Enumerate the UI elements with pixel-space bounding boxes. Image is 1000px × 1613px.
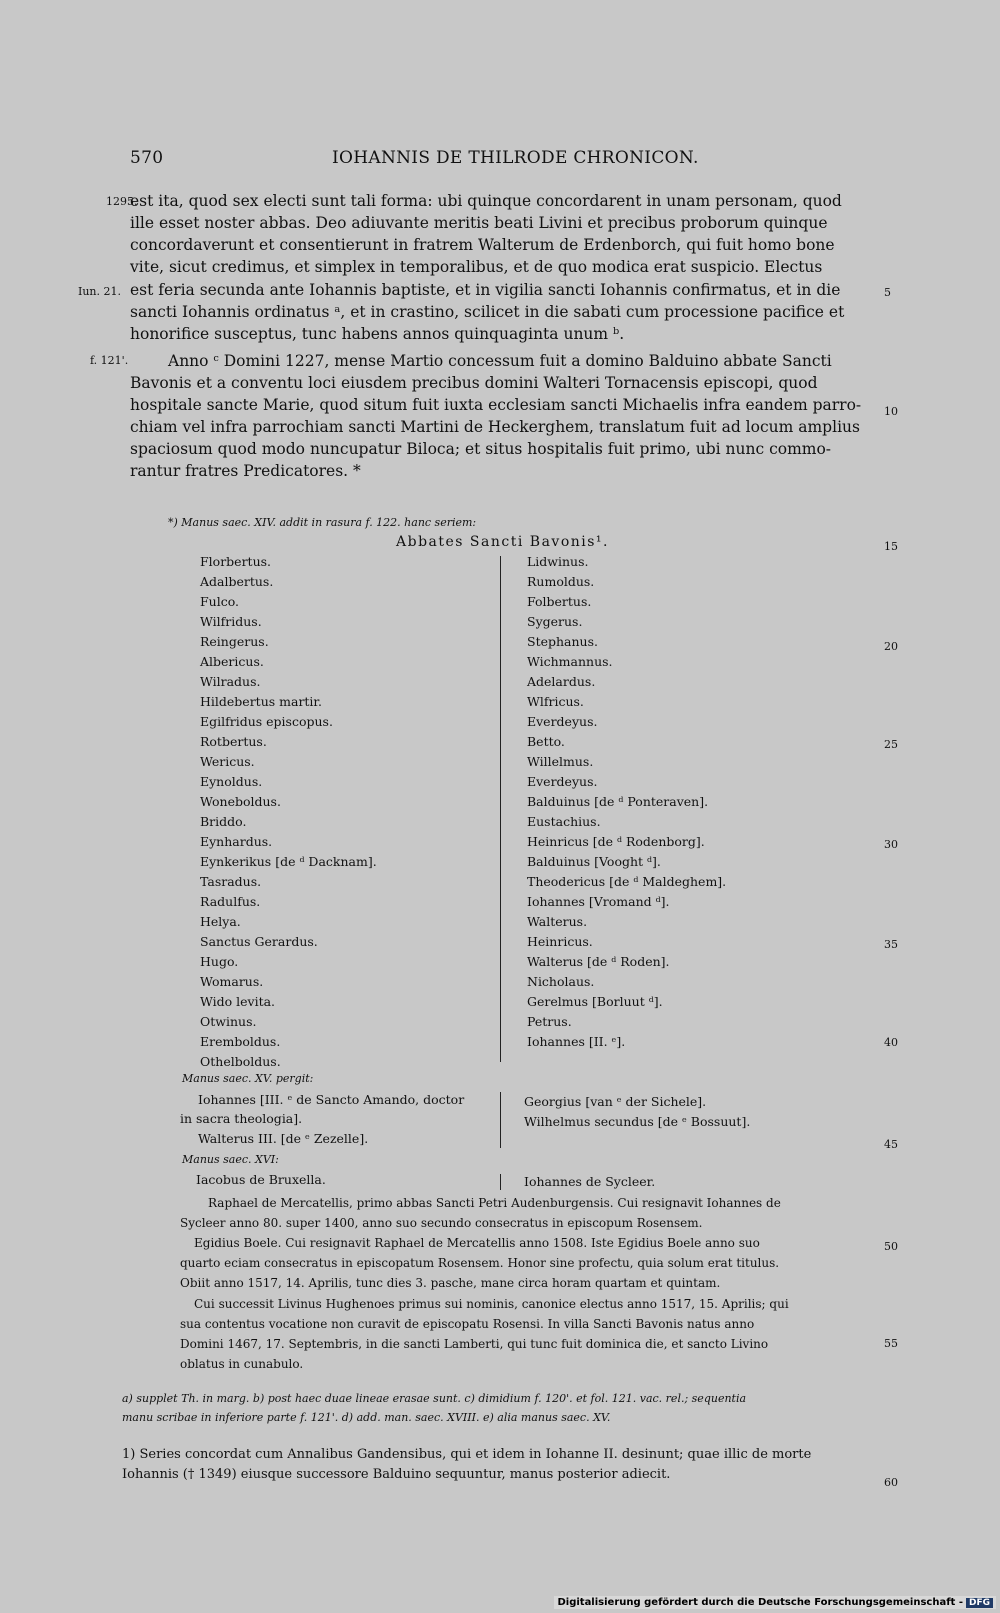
manus-xv-label: Manus saec. XV. pergit: (182, 1072, 314, 1085)
body-line: est ita, quod sex electi sunt tali forma: ubi quinque concordarent in unam personam, quod (130, 192, 842, 210)
list-item: Eynkerikus [de ᵈ Dacknam]. (200, 854, 377, 869)
list-item: Heinricus [de ᵈ Rodenborg]. (527, 834, 705, 849)
list-item: Helya. (200, 914, 241, 929)
text-line: quarto eciam consecratus in episcopatum Rosensem. Honor sine profectu, quia solum erat titulus. (180, 1256, 780, 1270)
text-line: Obiit anno 1517, 14. Aprilis, tunc dies 3. pasche, mane circa horam quartam et quintam. (180, 1276, 721, 1290)
line-number: 50 (884, 1240, 898, 1253)
list-item: Othelboldus. (200, 1054, 281, 1069)
line-number: 5 (884, 286, 891, 299)
list-item: Eremboldus. (200, 1034, 281, 1049)
footnote-line: a) supplet Th. in marg. b) post haec duae lineae erasae sunt. c) dimidium f. 120'. et fol. 121. vac. rel.; sequentia (122, 1392, 747, 1405)
list-item: Wilfridus. (200, 614, 262, 629)
line-number: 60 (884, 1476, 898, 1489)
list-item: Balduinus [de ᵈ Ponteraven]. (527, 794, 709, 809)
list-item: Georgius [van ᵉ der Sichele]. (524, 1094, 707, 1109)
body-line: concordaverunt et consentierunt in fratrem Walterum de Erdenborch, qui fuit homo bone (130, 236, 835, 254)
page-title: IOHANNIS DE THILRODE CHRONICON. (332, 148, 699, 168)
manus-xvi-label: Manus saec. XVI: (182, 1153, 279, 1166)
list-item: Iohannes [Vromand ᵈ]. (527, 894, 670, 909)
body-line: honorifice susceptus, tunc habens annos quinquaginta unum ᵇ. (130, 325, 625, 343)
list-item: Wericus. (200, 754, 255, 769)
body-line: sancti Iohannis ordinatus ᵃ, et in crastino, scilicet in die sabati cum processione pacifice et (130, 303, 845, 321)
list-item: Balduinus [Vooght ᵈ]. (527, 854, 661, 869)
list-item: Hugo. (200, 954, 239, 969)
list-item: Tasradus. (200, 874, 262, 889)
list-item: Iacobus de Bruxella. (196, 1172, 326, 1187)
list-item: Albericus. (200, 654, 264, 669)
line-number: 40 (884, 1036, 898, 1049)
note-intro: *) Manus saec. XIV. addit in rasura f. 122. hanc seriem: (168, 516, 477, 529)
list-item: Petrus. (527, 1014, 572, 1029)
body-line: spaciosum quod modo nuncupatur Biloca; et situs hospitalis fuit primo, ubi nunc commo- (130, 440, 832, 458)
dfg-logo: DFG (966, 1598, 993, 1608)
list-item: Wilhelmus secundus [de ᵉ Bossuut]. (524, 1114, 751, 1129)
body-line: hospitale sancte Marie, quod situm fuit iuxta ecclesiam sancti Michaelis infra eandem parro- (130, 396, 862, 414)
text-line: Egidius Boele. Cui resignavit Raphael de Mercatellis anno 1508. Iste Egidius Boele anno suo (194, 1236, 760, 1250)
list-item: Eynoldus. (200, 774, 263, 789)
list-item: Iohannes [III. ᵉ de Sancto Amando, doctor (198, 1092, 465, 1107)
list-item: Wido levita. (200, 994, 276, 1009)
list-item: Radulfus. (200, 894, 261, 909)
list-item: in sacra theologia]. (180, 1111, 303, 1126)
list-item: Everdeyus. (527, 774, 598, 789)
list-item: Lidwinus. (527, 554, 589, 569)
list-item: Betto. (527, 734, 565, 749)
list-item: Wilradus. (200, 674, 261, 689)
list-item: Otwinus. (200, 1014, 257, 1029)
column-divider (500, 1092, 501, 1148)
body-line: Bavonis et a conventu loci eiusdem precibus domini Walteri Tornacensis episcopi, quod (130, 374, 818, 392)
line-number: 15 (884, 540, 898, 553)
line-number: 30 (884, 838, 898, 851)
list-item: Womarus. (200, 974, 264, 989)
footer-credit (554, 1596, 996, 1609)
body-line: rantur fratres Predicatores. * (130, 462, 361, 480)
list-item: Theodericus [de ᵈ Maldeghem]. (527, 874, 727, 889)
list-item: Walterus. (527, 914, 588, 929)
margin-date: Iun. 21. (78, 285, 122, 298)
list-item: Sanctus Gerardus. (200, 934, 318, 949)
column-divider (500, 556, 501, 1062)
list-item: Hildebertus martir. (200, 694, 323, 709)
list-item: Eustachius. (527, 814, 601, 829)
body-line: ille esset noster abbas. Deo adiuvante meritis beati Livini et precibus proborum quinque (130, 214, 828, 232)
line-number: 45 (884, 1138, 898, 1151)
text-line: Raphael de Mercatellis, primo abbas Sancti Petri Audenburgensis. Cui resignavit Iohannes de (208, 1196, 781, 1210)
margin-folio: f. 121'. (90, 354, 129, 367)
list-item: Briddo. (200, 814, 247, 829)
list-item: Adelardus. (527, 674, 596, 689)
text-line: oblatus in cunabulo. (180, 1357, 304, 1371)
list-item: Florbertus. (200, 554, 272, 569)
list-item: Wichmannus. (527, 654, 613, 669)
list-item: Everdeyus. (527, 714, 598, 729)
list-item: Adalbertus. (200, 574, 274, 589)
list-item: Walterus III. [de ᵉ Zezelle]. (198, 1131, 369, 1146)
body-line: est feria secunda ante Iohannis baptiste, et in vigilia sancti Iohannis confirmatus, et in die (130, 281, 841, 299)
text-line: Domini 1467, 17. Septembris, in die sancti Lamberti, qui tunc fuit dominica die, et sancto Livino (180, 1337, 769, 1351)
footnote-line: Iohannis († 1349) eiusque successore Balduino sequuntur, manus posterior adiecit. (122, 1467, 671, 1482)
margin-year: 1295. (106, 195, 138, 208)
body-line: chiam vel infra parrochiam sancti Martini de Heckerghem, translatum fuit ad locum amplius (130, 418, 860, 436)
line-number: 20 (884, 640, 898, 653)
body-line: vite, sicut credimus, et simplex in temporalibus, et de quo modica erat suspicio. Electus (130, 258, 823, 276)
list-item: Rumoldus. (527, 574, 595, 589)
list-item: Walterus [de ᵈ Roden]. (527, 954, 670, 969)
list-item: Sygerus. (527, 614, 583, 629)
footnote-line: manu scribae in inferiore parte f. 121'. d) add. man. saec. XVIII. e) alia manus saec. XV. (122, 1411, 611, 1424)
page-number: 570 (130, 148, 164, 168)
list-item: Willelmus. (527, 754, 594, 769)
list-item: Stephanus. (527, 634, 598, 649)
text-line: Cui successit Livinus Hughenoes primus sui nominis, canonice electus anno 1517, 15. Aprilis; qui (194, 1297, 789, 1311)
line-number: 25 (884, 738, 898, 751)
list-item: Nicholaus. (527, 974, 595, 989)
list-item: Folbertus. (527, 594, 592, 609)
list-title: Abbates Sancti Bavonis¹. (396, 534, 609, 550)
line-number: 10 (884, 405, 898, 418)
footer-text: Digitalisierung gefördert durch die Deutsche Forschungsgemeinschaft - (557, 1597, 963, 1608)
list-item: Rotbertus. (200, 734, 267, 749)
list-item: Heinricus. (527, 934, 593, 949)
list-item: Gerelmus [Borluut ᵈ]. (527, 994, 663, 1009)
list-item: Iohannes [II. ᵉ]. (527, 1034, 626, 1049)
list-item: Woneboldus. (200, 794, 281, 809)
line-number: 35 (884, 938, 898, 951)
text-line: Sycleer anno 80. super 1400, anno suo secundo consecratus in episcopum Rosensem. (180, 1216, 703, 1230)
list-item: Iohannes de Sycleer. (524, 1174, 656, 1189)
text-line: sua contentus vocatione non curavit de episcopatu Rosensi. In villa Sancti Bavonis natus anno (180, 1317, 755, 1331)
line-number: 55 (884, 1337, 898, 1350)
list-item: Fulco. (200, 594, 240, 609)
body-line: Anno ᶜ Domini 1227, mense Martio concessum fuit a domino Balduino abbate Sancti (168, 352, 832, 370)
list-item: Egilfridus episcopus. (200, 714, 333, 729)
footnote-line: 1) Series concordat cum Annalibus Gandensibus, qui et idem in Iohanne II. desinunt; quae illic de morte (122, 1447, 812, 1462)
column-divider (500, 1174, 501, 1190)
list-item: Eynhardus. (200, 834, 273, 849)
list-item: Reingerus. (200, 634, 269, 649)
list-item: Wlfricus. (527, 694, 584, 709)
